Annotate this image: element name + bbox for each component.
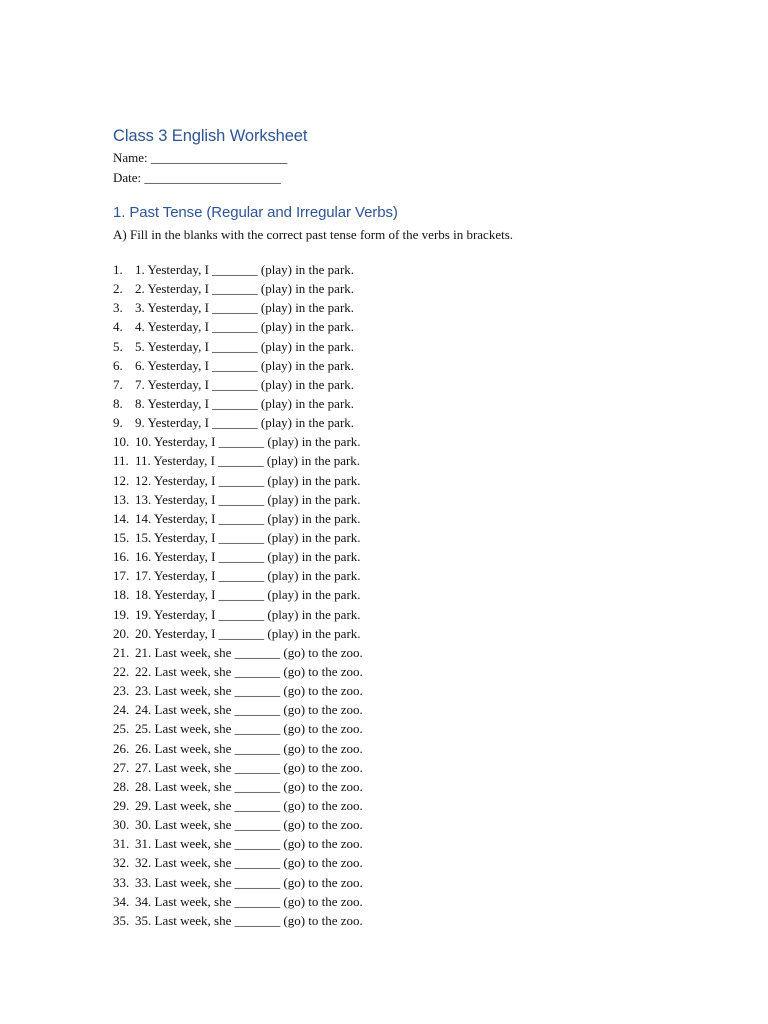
list-item-number: 14. <box>113 510 130 526</box>
list-item-number: 13. <box>113 491 130 507</box>
list-item-text: 5. Yesterday, I _______ (play) in the park. <box>135 338 355 354</box>
name-field: Name: _____________________ <box>113 150 288 165</box>
list-item-number: 24. <box>113 702 130 718</box>
list-item-number: 2. <box>113 281 123 297</box>
list-item-text: 19. Yesterday, I _______ (play) in the park. <box>135 606 361 622</box>
list-item-text: 2. Yesterday, I _______ (play) in the park. <box>135 281 355 297</box>
list-item-text: 26. Last week, she _______ (go) to the zoo. <box>135 740 363 756</box>
list-item-number: 28. <box>113 778 130 794</box>
list-item-number: 9. <box>113 415 123 431</box>
list-item <box>113 719 733 738</box>
list-item <box>113 700 733 719</box>
list-item-number: 11. <box>113 453 129 469</box>
list-item-number: 32. <box>113 855 130 871</box>
list-item-number: 3. <box>113 300 123 316</box>
list-item-text: 3. Yesterday, I _______ (play) in the park. <box>135 300 355 316</box>
list-item <box>113 547 733 566</box>
list-item-text: 10. Yesterday, I _______ (play) in the park. <box>135 434 361 450</box>
list-item-number: 17. <box>113 568 130 584</box>
list-item-text: 34. Last week, she _______ (go) to the zoo. <box>135 893 363 909</box>
list-item-text: 32. Last week, she _______ (go) to the zoo. <box>135 855 363 871</box>
list-item-text: 27. Last week, she _______ (go) to the zoo. <box>135 759 363 775</box>
list-item-text: 16. Yesterday, I _______ (play) in the park. <box>135 549 361 565</box>
list-item <box>113 892 733 911</box>
list-item-text: 1. Yesterday, I _______ (play) in the park. <box>135 262 355 277</box>
exercise-list <box>113 260 733 930</box>
list-item <box>113 911 733 930</box>
list-item-number: 23. <box>113 683 130 699</box>
list-item <box>113 853 733 872</box>
list-item-text: 21. Last week, she _______ (go) to the zoo. <box>135 644 363 660</box>
list-item-number: 16. <box>113 549 130 565</box>
list-item-text: 28. Last week, she _______ (go) to the zoo. <box>135 778 363 794</box>
list-item-number: 21. <box>113 644 130 660</box>
list-item-text: 6. Yesterday, I _______ (play) in the park. <box>135 357 355 373</box>
list-item <box>113 585 733 604</box>
list-item <box>113 413 733 432</box>
list-item <box>113 528 733 547</box>
list-item-text: 25. Last week, she _______ (go) to the zoo. <box>135 721 363 737</box>
list-item <box>113 298 733 317</box>
section-heading-past-tense: 1. Past Tense (Regular and Irregular Verbs) <box>113 204 398 221</box>
list-item-text: 31. Last week, she _______ (go) to the zoo. <box>135 836 363 852</box>
list-item-number: 7. <box>113 376 123 392</box>
list-item-number: 10. <box>113 434 130 450</box>
list-item-number: 12. <box>113 472 130 488</box>
list-item-text: 9. Yesterday, I _______ (play) in the park. <box>135 415 355 431</box>
list-item <box>113 739 733 758</box>
list-item <box>113 681 733 700</box>
list-item-text: 14. Yesterday, I _______ (play) in the park. <box>135 510 361 526</box>
list-item <box>113 260 733 279</box>
list-item-text: 17. Yesterday, I _______ (play) in the park. <box>135 568 361 584</box>
list-item <box>113 815 733 834</box>
list-item <box>113 279 733 298</box>
list-item-text: 7. Yesterday, I _______ (play) in the park. <box>135 376 355 392</box>
list-item-text: 33. Last week, she _______ (go) to the zoo. <box>135 874 363 890</box>
list-item-number: 4. <box>113 319 123 335</box>
list-item-text: 12. Yesterday, I _______ (play) in the park. <box>135 472 361 488</box>
list-item <box>113 566 733 585</box>
list-item-number: 1. <box>113 262 123 277</box>
list-item-text: 23. Last week, she _______ (go) to the zoo. <box>135 683 363 699</box>
list-item <box>113 337 733 356</box>
list-item-number: 6. <box>113 357 123 373</box>
list-item-text: 4. Yesterday, I _______ (play) in the park. <box>135 319 355 335</box>
list-item-text: 18. Yesterday, I _______ (play) in the park. <box>135 587 361 603</box>
list-item <box>113 317 733 336</box>
list-item-number: 20. <box>113 625 130 641</box>
list-item-number: 34. <box>113 893 130 909</box>
list-item-text: 8. Yesterday, I _______ (play) in the park. <box>135 395 355 411</box>
list-item-number: 18. <box>113 587 130 603</box>
list-item-text: 11. Yesterday, I _______ (play) in the park. <box>135 453 361 469</box>
list-item <box>113 834 733 853</box>
list-item-number: 8. <box>113 395 123 411</box>
list-item-number: 27. <box>113 759 130 775</box>
list-item <box>113 490 733 509</box>
list-item <box>113 432 733 451</box>
date-field: Date: _____________________ <box>113 170 281 185</box>
worksheet-content <box>113 124 733 930</box>
list-item <box>113 375 733 394</box>
section-instruction: A) Fill in the blanks with the correct past tense form of the verbs in brackets. <box>113 227 514 242</box>
list-item <box>113 643 733 662</box>
list-item-number: 33. <box>113 874 130 890</box>
list-item <box>113 624 733 643</box>
worksheet-title: Class 3 English Worksheet <box>113 127 308 145</box>
list-item <box>113 758 733 777</box>
list-item <box>113 394 733 413</box>
list-item-number: 29. <box>113 797 130 813</box>
list-item-number: 26. <box>113 740 130 756</box>
list-item-number: 31. <box>113 836 130 852</box>
list-item-text: 24. Last week, she _______ (go) to the zoo. <box>135 702 363 718</box>
list-item <box>113 662 733 681</box>
list-item-number: 15. <box>113 529 130 545</box>
list-item-number: 5. <box>113 338 123 354</box>
list-item-text: 29. Last week, she _______ (go) to the zoo. <box>135 797 363 813</box>
list-item-text: 15. Yesterday, I _______ (play) in the park. <box>135 529 361 545</box>
list-item-text: 35. Last week, she _______ (go) to the zoo. <box>135 912 363 928</box>
list-item-text: 13. Yesterday, I _______ (play) in the park. <box>135 491 361 507</box>
list-item-text: 22. Last week, she _______ (go) to the zoo. <box>135 663 363 679</box>
list-item-number: 22. <box>113 663 130 679</box>
list-item <box>113 873 733 892</box>
list-item-text: 30. Last week, she _______ (go) to the zoo. <box>135 817 363 833</box>
list-item <box>113 471 733 490</box>
list-item-text: 20. Yesterday, I _______ (play) in the park. <box>135 625 361 641</box>
list-item-number: 35. <box>113 912 130 928</box>
list-item-number: 25. <box>113 721 130 737</box>
list-item <box>113 777 733 796</box>
list-item <box>113 796 733 815</box>
list-item <box>113 509 733 528</box>
list-item-number: 19. <box>113 606 130 622</box>
list-item <box>113 605 733 624</box>
list-item <box>113 451 733 470</box>
list-item <box>113 356 733 375</box>
list-item-number: 30. <box>113 817 130 833</box>
